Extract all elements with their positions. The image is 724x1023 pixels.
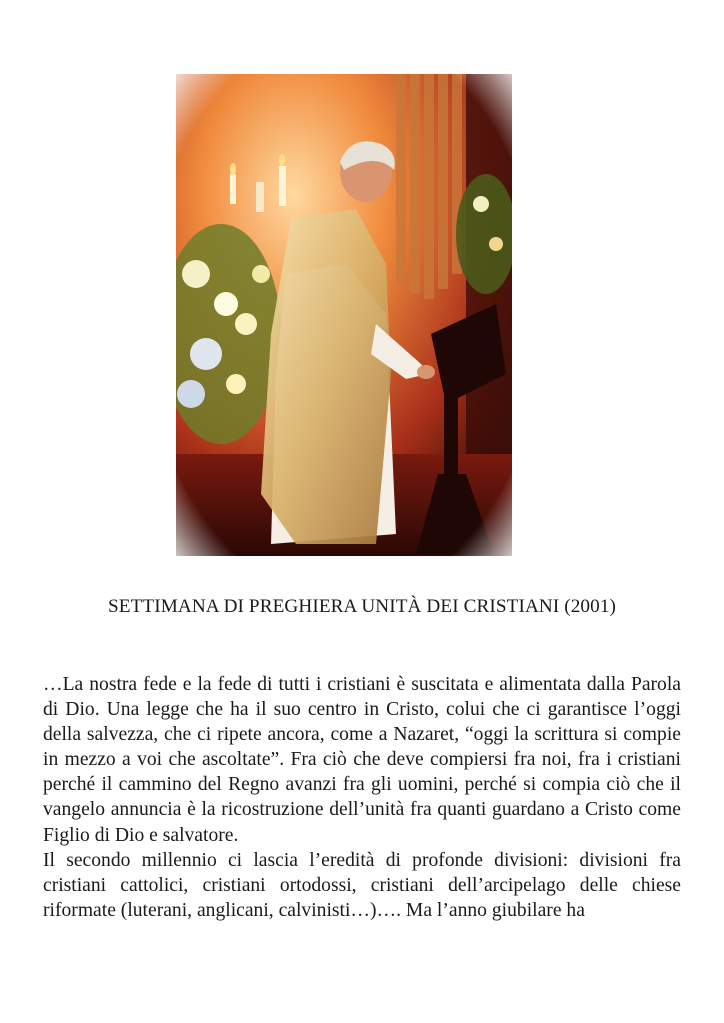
paragraph: Il secondo millennio ci lascia l’eredità di profonde divisioni: divisioni fra cristiani cattolici, cristiani ortodossi, cristiani dell’arcipelago delle chiese riformate (luterani, anglicani, calvinisti…)…. Ma l’anno giubilare ha [43,849,681,921]
paragraph: …La nostra fede e la fede di tutti i cristiani è suscitata e alimentata dalla Parola di Dio. Una legge che ha il suo centro in Cristo, colui che ci garantisce l’oggi della salvezza, che ci ripete ancora, come a Nazaret, “oggi la scrittura si compie in mezzo a voi che ascoltate”. Fra ciò che deve compiersi fra noi, fra i cristiani perché il cammino del Regno avanzi fra gli uomini, perché si compia ciò che il vangelo annuncia è la ricostruzione dell’unità fra quanti guardano a Cristo come Figlio di Dio e salvatore. [43,674,681,846]
priest-photo [176,74,512,556]
priest-at-lectern-icon [176,74,512,556]
body-text [43,672,681,923]
page-title: SETTIMANA DI PREGHIERA UNITÀ DEI CRISTIANI (2001) [108,596,616,617]
